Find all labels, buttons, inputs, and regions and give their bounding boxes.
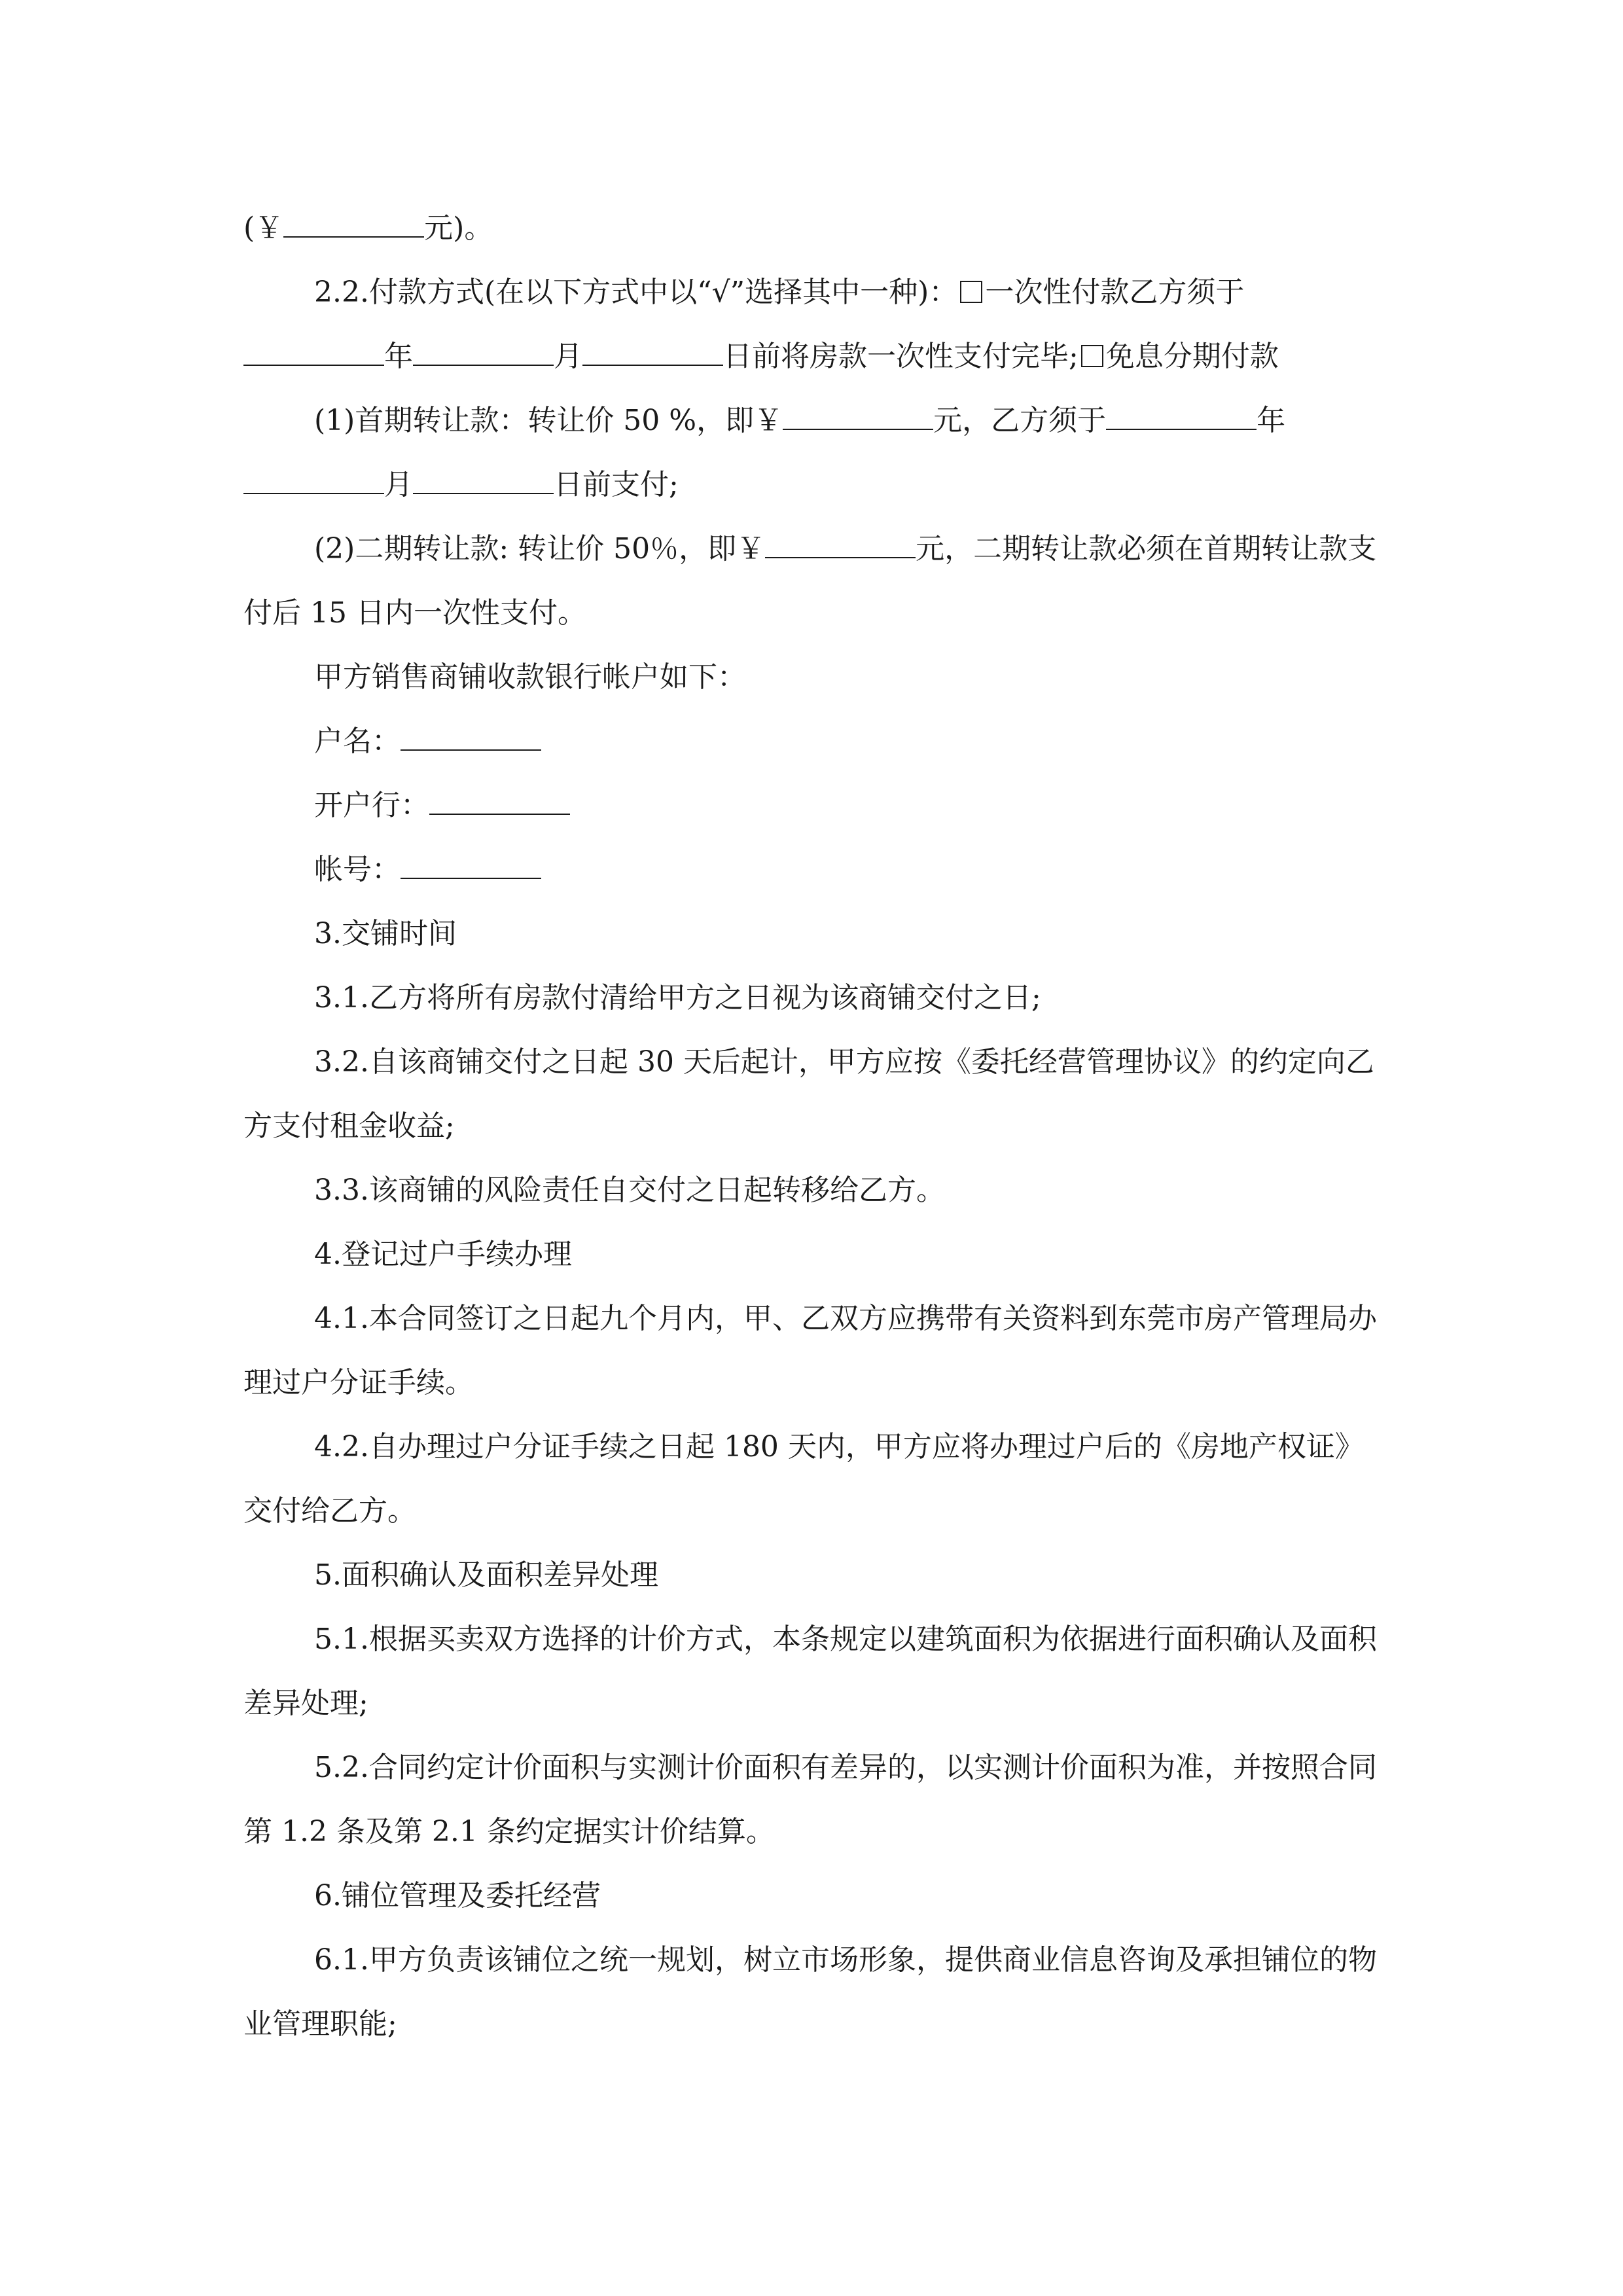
paragraph-5-2: 5.2.合同约定计价面积与实测计价面积有差异的，以实测计价面积为准，并按照合同第 1.2 条及第 2.1 条约定据实计价结算。 — [243, 1751, 1377, 1848]
blank-line — [429, 780, 570, 815]
paragraph-bank-account: 甲方销售商铺收款银行帐户如下： — [314, 660, 746, 694]
text: 月 — [384, 468, 413, 501]
section-heading-5: 5.面积确认及面积差异处理 — [314, 1558, 658, 1592]
section-heading-6: 6.铺位管理及委托经营 — [314, 1879, 601, 1912]
text: 2.2.付款方式(在以下方式中以“√”选择其中一种)： — [314, 276, 958, 309]
text: (1)首期转让款：转让价 50 %，即￥ — [314, 404, 783, 437]
paragraph-4-2: 4.2.自办理过户分证手续之日起 180 天内，甲方应将办理过户后的《房地产权证》交付给乙方。 — [243, 1430, 1364, 1528]
paragraph-3-2: 3.2.自该商铺交付之日起 30 天后起计，甲方应按《委托经营管理协议》的约定向乙方支付租金收益; — [243, 1045, 1374, 1143]
text: 元)。 — [424, 211, 493, 245]
blank-line — [401, 844, 541, 879]
paragraph-2-2-cont — [243, 325, 1389, 389]
field-account-number — [243, 838, 1389, 902]
blank-line — [413, 331, 554, 366]
section-heading-3: 3.交铺时间 — [314, 917, 457, 950]
blank-line — [765, 523, 916, 558]
paragraph-4-1: 4.1.本合同签订之日起九个月内，甲、乙双方应携带有关资料到东莞市房产管理局办理过户分证手续。 — [243, 1302, 1377, 1399]
paragraph-3-1: 3.1.乙方将所有房款付清给甲方之日视为该商铺交付之日; — [314, 981, 1041, 1014]
text: 元，二期转让款必须在首期转让款支付后 15 日内一次性支付。 — [243, 532, 1377, 630]
paragraph-2-2 — [243, 260, 1389, 325]
paragraph-first-payment-cont — [243, 453, 1389, 517]
blank-line — [413, 459, 554, 494]
field-label: 开户行： — [314, 789, 429, 822]
text: 年 — [384, 340, 413, 373]
text: 免息分期付款 — [1105, 340, 1279, 373]
text: 月 — [554, 340, 582, 373]
text: (2)二期转让款: 转让价 50％，即￥ — [314, 532, 766, 565]
blank-line — [401, 715, 541, 751]
field-label: 户名： — [314, 725, 401, 758]
text: (￥ — [243, 211, 284, 245]
blank-line — [1106, 395, 1257, 430]
text: 年 — [1257, 404, 1286, 437]
paragraph-6-1: 6.1.甲方负责该铺位之统一规划，树立市场形象，提供商业信息咨询及承担铺位的物业管理职能; — [243, 1943, 1377, 2041]
text: 日前将房款一次性支付完毕; — [723, 340, 1079, 373]
blank-line — [243, 459, 384, 494]
field-label: 帐号： — [314, 853, 401, 886]
text: 元，乙方须于 — [933, 404, 1107, 437]
paragraph-price-total — [243, 196, 1389, 260]
paragraph-5-1: 5.1.根据买卖双方选择的计价方式，本条规定以建筑面积为依据进行面积确认及面积差异处理; — [243, 1623, 1377, 1720]
checkbox-installment — [1081, 345, 1103, 367]
blank-line — [582, 331, 723, 366]
blank-line — [243, 331, 384, 366]
field-account-name — [243, 709, 1389, 774]
text: 一次性付款乙方须于 — [985, 276, 1245, 309]
blank-line — [283, 202, 424, 238]
blank-line — [783, 395, 933, 430]
contract-body — [243, 196, 1389, 2056]
text: 日前支付; — [554, 468, 679, 501]
field-bank — [243, 774, 1389, 838]
paragraph-3-3: 3.3.该商铺的风险责任自交付之日起转移给乙方。 — [314, 1174, 945, 1207]
section-heading-4: 4.登记过户手续办理 — [314, 1238, 572, 1271]
paragraph-second-payment — [243, 517, 1389, 645]
checkbox-lump-sum — [960, 281, 982, 303]
paragraph-first-payment — [243, 389, 1389, 453]
